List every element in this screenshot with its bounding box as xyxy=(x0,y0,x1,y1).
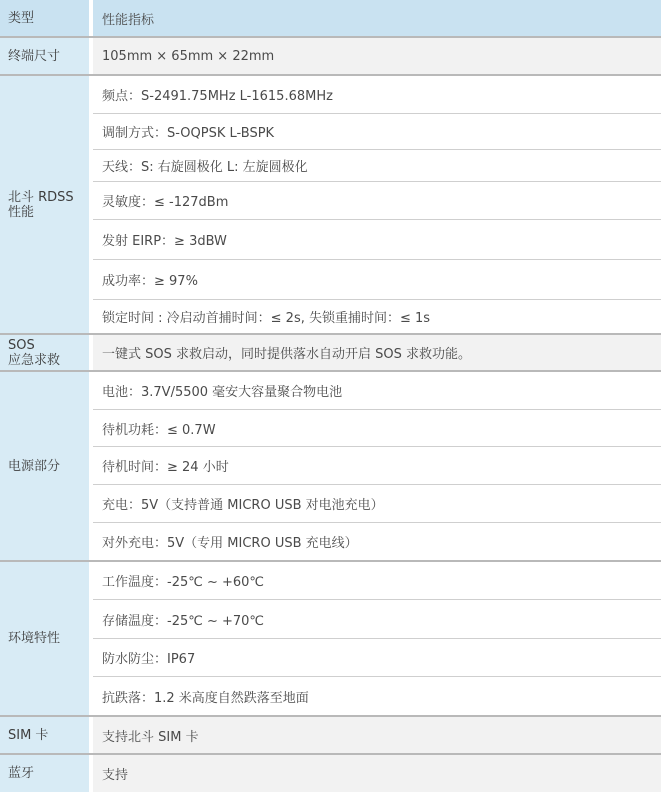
spec-value-cell: 支持北斗 SIM 卡 xyxy=(93,717,661,753)
spec-value-cell: 待机功耗：≤ 0.7W xyxy=(102,422,216,438)
category-cell: 终端尺寸 xyxy=(0,38,89,74)
category-cell: 电源部分 xyxy=(0,372,89,560)
spec-value-cell: 存储温度：-25℃ ~ +70℃ xyxy=(102,613,265,629)
spec-value-cell: 电池：3.7V/5500 毫安大容量聚合物电池 xyxy=(102,385,343,400)
spec-value-cell: 一键式 SOS 求救启动，同时提供落水自动开启 SOS 求救功能。 xyxy=(93,335,661,370)
spec-value-cell: 灵敏度：≤ -127dBm xyxy=(102,195,229,210)
category-cell: SOS 应急求救 xyxy=(0,335,89,370)
header-category-cell: 类型 xyxy=(0,0,89,36)
spec-value-cell: 105mm × 65mm × 22mm xyxy=(93,38,661,74)
spec-value-cell: 成功率：≥ 97% xyxy=(102,274,198,289)
spec-value-cell: 抗跌落：1.2 米高度自然跌落至地面 xyxy=(102,690,309,706)
header-spec-cell: 性能指标 xyxy=(93,0,661,36)
category-cell: 蓝牙 xyxy=(0,755,89,792)
spec-value-cell: 频点：S-2491.75MHz L-1615.68MHz xyxy=(102,89,333,104)
spec-value-cell: 对外充电：5V（专用 MICRO USB 充电线） xyxy=(102,536,358,551)
spec-value-cell: 工作温度：-25℃ ~ +60℃ xyxy=(102,575,265,590)
category-cell: 北斗 RDSS 性能 xyxy=(0,76,89,333)
spec-value-cell: 支持 xyxy=(93,755,661,792)
spec-value-cell: 发射 EIRP：≥ 3dBW xyxy=(102,234,227,249)
spec-value-cell: 待机时间：≥ 24 小时 xyxy=(102,460,229,475)
spec-value-cell: 锁定时间 : 冷启动首捕时间：≤ 2s, 失锁重捕时间：≤ 1s xyxy=(102,311,431,326)
category-cell: 环境特性 xyxy=(0,562,89,715)
spec-value-cell: 调制方式：S-OQPSK L-BSPK xyxy=(102,126,275,141)
spec-value-cell: 防水防尘：IP67 xyxy=(102,652,196,667)
spec-value-cell: 天线：S: 右旋圆极化 L: 左旋圆极化 xyxy=(102,160,308,175)
spec-value-cell: 充电：5V（支持普通 MICRO USB 对电池充电） xyxy=(102,498,384,513)
category-cell: SIM 卡 xyxy=(0,717,89,753)
